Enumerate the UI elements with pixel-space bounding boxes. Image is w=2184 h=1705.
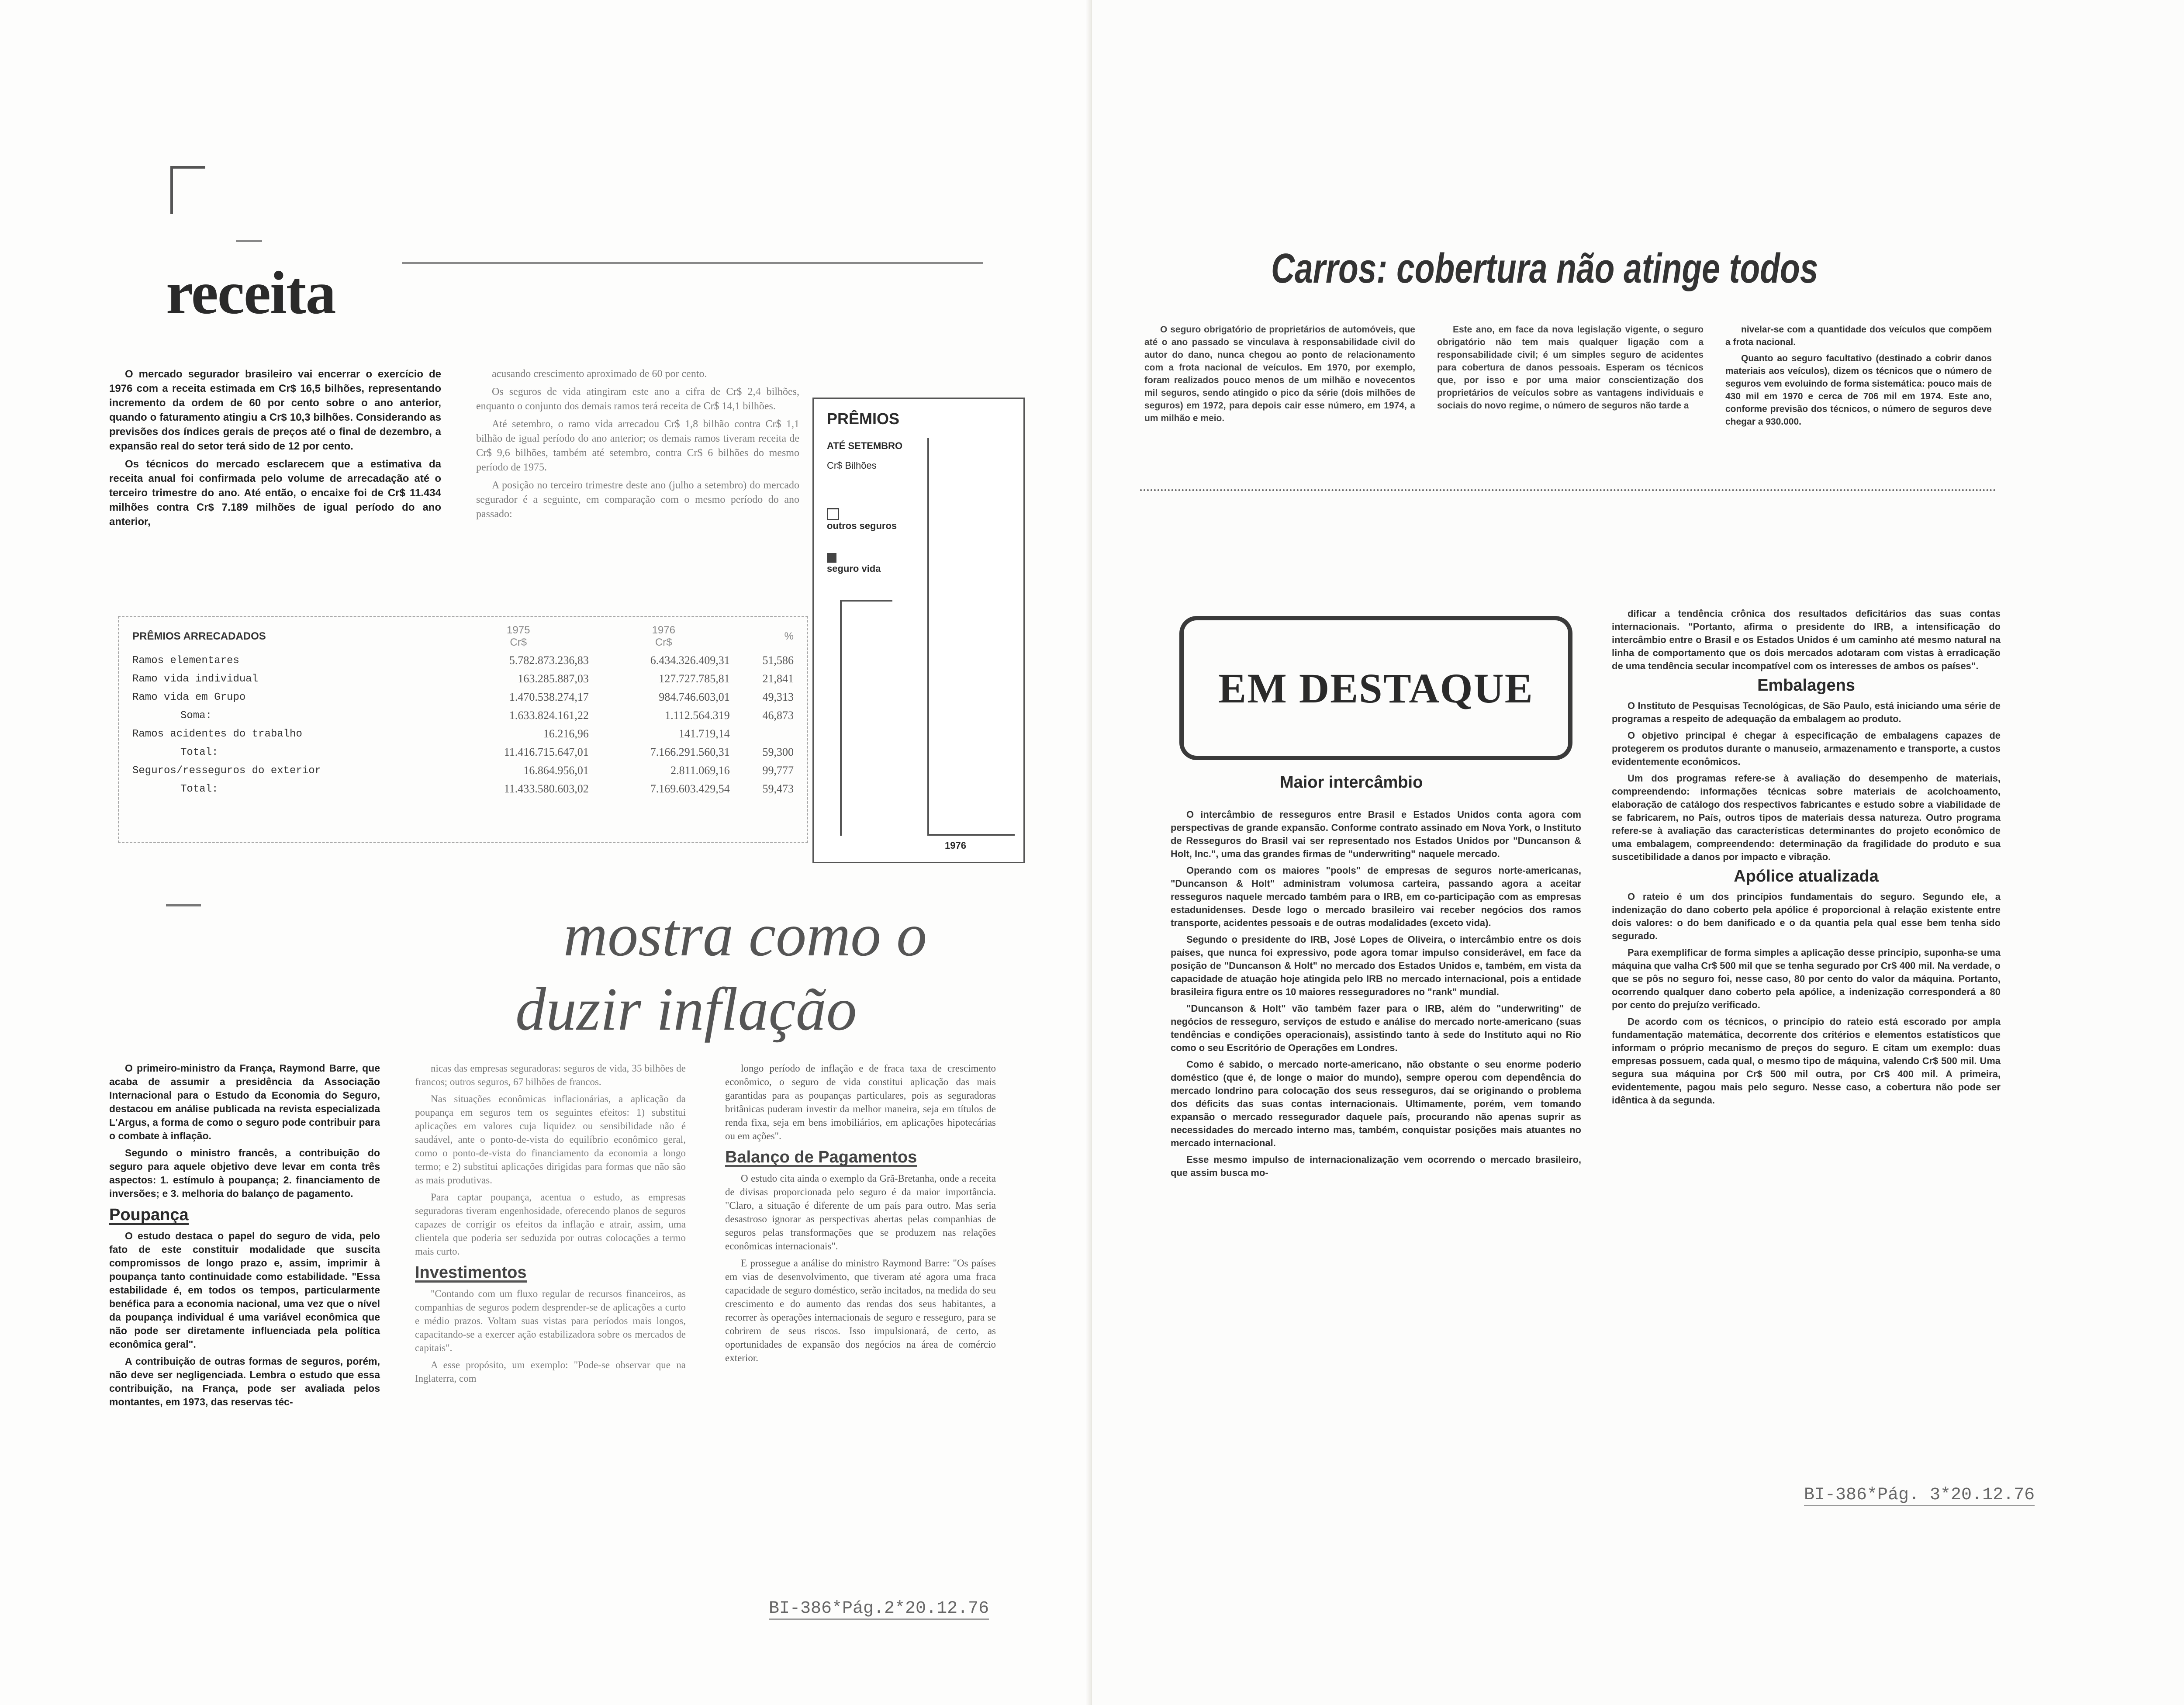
table-row [128, 780, 798, 798]
paragraph: Para captar poupança, acentua o estudo, as empresas seguradoras tiveram engenhosidade, oferecendo planos de seguros capazes de corrigir os efeitos da inflação e atrair, assim, uma clientela que poderia ser seduzida por outras colocações a termo mais curto. [415, 1192, 686, 1257]
cell-1976: 6.434.326.409,31 [650, 654, 730, 667]
paragraph: Operando com os maiores "pools" de empresas de seguros norte-americanas, "Duncanson & Holt" administram volumosa carteira, passando agora a aceitar resseguros naquele mercado também para o IRB, em co-participação com as empresas estadunidenses. Desde logo o mercado brasileiro vai receber negócios dos ramos transporte, acidentes pessoais e de outras modalidades (exceto vida). [1171, 865, 1581, 928]
paragraph: Os seguros de vida atingiram este ano a cifra de Cr$ 2,4 bilhões, enquanto o conjunto dos demais ramos terá receita de Cr$ 14,1 bilhões. [476, 386, 799, 412]
paragraph: Como é sabido, o mercado norte-americano, não obstante o seu enorme poderio doméstico (que é, de longe o maior do mundo), sempre operou com dependência do mercado londrino para colocação dos seus resseguros, daí se originando o problema dos déficits das suas contas internacionais. Ultimamente, porém, vem tomando expansão o mercado ressegurador daquele país, procurando não apenas suprir as necessidades do mercado interno mas, também, conquistar posições mais atuantes no mercado internacional. [1171, 1059, 1581, 1148]
subhead-investimentos: Investimentos [415, 1263, 527, 1282]
cell-1975: 5.782.873.236,83 [509, 654, 589, 667]
article-column-3 [725, 1062, 996, 1368]
paragraph: O estudo cita ainda o exemplo da Grã-Bretanha, onde a receita de divisas proporcionada pelo seguro é da maior importância. "Claro, a situação é diferente de um país para outro. Mas seria desastroso ignorar as perspectivas abertas pelas companhias de seguros pelas transformações que se produzem nas relações econômicas internacionais". [725, 1173, 996, 1252]
section-divider [1140, 489, 1996, 491]
headline-carros: Carros: cobertura não atinge todos [1271, 245, 1818, 292]
row-label: Ramo vida individual [132, 673, 259, 685]
paragraph: O seguro obrigatório de proprietários de automóveis, que até o ano passado se vinculava à responsabilidade civil do autor do dano, nunca chegou ao ponto de relacionamento com a frota nacional de veículos. Em 1970, por exemplo, foram realizados pouco menos de um milhão e novecentos mil seguros, sendo atingido o pico da série (dois milhões de seguros) em 1972, para depois cair esse número, em 1974, a um milhão e meio. [1144, 325, 1415, 423]
headline-receita: receita [166, 259, 335, 327]
table-title: PRÊMIOS ARRECADADOS [132, 630, 266, 642]
cell-1976: 141.719,14 [678, 727, 730, 740]
cell-1976: 7.169.603.429,54 [650, 782, 730, 795]
paragraph: O estudo destaca o papel do seguro de vida, pelo fato de este constituir modalidade que suscita compromissos de longo prazo e, assim, imprimir à poupança tanto continuidade como estabilidade. "Essa estabilidade é, em todos os tempos, particularmente benéfica para a economia nacional, uma vez que o nível da poupança individual é uma variável econômica que não pode ser diretamente influenciada pela política econômica geral". [109, 1230, 380, 1350]
paragraph: Esse mesmo impulso de internacionalização vem ocorrendo o mercado brasileiro, que assim busca mo- [1171, 1154, 1581, 1178]
page-right [1092, 0, 2184, 1705]
paragraph: Segundo o presidente do IRB, José Lopes de Oliveira, o intercâmbio entre os dois países, que nunca foi expressivo, pode agora tomar impulso considerável, em face da posição de "Duncanson & Holt" no mercado dos Estados Unidos e, também, em vista da capacidade de atuação hoje atingida pelo IRB no mercado internacional, pois a entidade brasileira figura entre os 10 maiores resseguradores no "rank" mundial. [1171, 934, 1581, 997]
premios-table-grid [128, 622, 798, 798]
table-row [128, 688, 798, 706]
row-label: Total: [180, 746, 218, 758]
page-footer-left: BI-386*Pág.2*20.12.76 [769, 1599, 989, 1620]
row-label: Ramos acidentes do trabalho [132, 728, 302, 740]
cell-1975: 11.416.715.647,01 [504, 746, 589, 758]
paragraph: O rateio é um dos princípios fundamentais do seguro. Segundo ele, a indenização do dano coberto pela apólice é proporcional à relação existente entre dois valores: o do bem danificado e o da quantia pela qual esse bem tenha sido segurado. [1612, 891, 2001, 941]
col-1976-label: 1976 [652, 624, 675, 636]
table-row [128, 725, 798, 743]
legend-outros [827, 508, 897, 532]
paragraph: E prossegue a análise do ministro Raymond Barre: "Os países em vias de desenvolvimento, que tiveram até agora uma fraca capacidade de seguro doméstico, serão incitados, na medida do seu crescimento e do aumento das rendas dos seus habitantes, a recorrer às operações internacionais de seguro e resseguro, para se cobrirem de seus riscos. Isso impulsionará, de certo, as oportunidades de expansão dos negócios na área de comércio exterior. [725, 1258, 996, 1363]
headline-mostra-line1: mostra como o [563, 901, 927, 969]
cell-1975: 16.864.956,01 [523, 764, 589, 777]
paragraph: O objetivo principal é chegar à especificação de embalagens capazes de protegerem os produtos durante o manuseio, armazenamento e transporte, a custos evidentemente econômicos. [1612, 730, 2001, 767]
cell-pct: 59,473 [762, 782, 794, 795]
legend-vida [827, 552, 881, 574]
premios-chart [812, 398, 1025, 863]
article-column-2 [415, 1062, 686, 1389]
em-destaque-box: EM DESTAQUE [1179, 616, 1572, 760]
paragraph: Até setembro, o ramo vida arrecadou Cr$ 1,8 bilhão contra Cr$ 1,1 bilhão de igual período do ano anterior; os demais ramos tiveram receita de Cr$ 9,6 bilhões, também até setembro, contra Cr$ 6 bilhões do mesmo período de 1975. [476, 418, 799, 473]
col-1975-unit: Cr$ [510, 636, 527, 648]
paragraph: Para exemplificar de forma simples a aplicação desse princípio, suponha-se uma máquina que valha Cr$ 500 mil que se tenha segurado por Cr$ 400 mil. Na verdade, o que se pôs no seguro foi, nesse caso, 80 por cento do valor da máquina. Portanto, ocorrendo qualquer dano coberto pela apólice, a indenização corresponderá a 80 por cento do prejuízo verificado. [1612, 947, 2001, 1010]
cell-1976: 984.746.603,01 [659, 691, 730, 703]
headline-rule [402, 262, 983, 264]
legend-vida-label: seguro vida [827, 563, 881, 574]
paragraph: "Duncanson & Holt" vão também fazer para o IRB, além do "underwriting" de negócios de resseguro, serviços de estudo e análise do mercado norte-americano (suas tendências e condições operacionais), assistindo tanto à sede do Instituto aqui no Rio como o seu Escritório de Operações em Londres. [1171, 1003, 1581, 1053]
row-label: Ramo vida em Grupo [132, 691, 246, 703]
page-footer-right: BI-386*Pág. 3*20.12.76 [1804, 1485, 2035, 1506]
paragraph: O primeiro-ministro da França, Raymond Barre, que acaba de assumir a presidência da Associação Internacional para o Estudo da Economia do Seguro, destacou em análise publicada na revista especializada L'Argus, a forma de como o seguro pode contribuir para o combate à inflação. [109, 1062, 380, 1141]
cell-1975: 163.285.887,03 [518, 672, 589, 685]
paragraph: nicas das empresas seguradoras: seguros de vida, 35 bilhões de francos; outros seguros, 67 bilhões de francos. [415, 1063, 686, 1087]
row-label: Seguros/resseguros do exterior [132, 764, 321, 777]
bar-left-edge [840, 600, 842, 836]
intro-column-2 [476, 367, 799, 525]
paragraph: Um dos programas refere-se à avaliação do desempenho de materiais, compreendendo: informações técnicas sobre materiais de acolchoamento, elaboração de catálogo dos respectivos fabricantes e estudo sobre a viabilidade de se fabricarem, no País, outros tipos de materiais dessa natureza. Outro programa refere-se à avaliação das características determinantes do projeto econômico de uma embalagem, compreendendo: determinação da fragilidade do produto e sua suscetibilidade a danos por impacto e vibração. [1612, 773, 2001, 862]
table-row [128, 743, 798, 761]
paragraph: "Contando com um fluxo regular de recursos financeiros, as companhias de seguros podem desprender-se de aplicações a curto e médio prazos. Voltam suas vistas para períodos mais longos, capacitando-se a exercer ação estabilizadora sobre os mercados de capitais". [415, 1288, 686, 1353]
cell-pct: 49,313 [762, 691, 794, 703]
cell-pct: 51,586 [762, 654, 794, 667]
subhead-apolice: Apólice atualizada [1734, 867, 1879, 885]
col-1976-unit: Cr$ [655, 636, 672, 648]
paragraph: A contribuição de outras formas de seguros, porém, não deve ser negligenciada. Lembra o estudo que essa contribuição, na França, pode ser avaliada pelos montantes, em 1973, das reservas téc- [109, 1356, 380, 1408]
legend-outros-label: outros seguros [827, 520, 897, 532]
article-column-1 [109, 1062, 380, 1412]
paragraph: A esse propósito, um exemplo: "Pode-se observar que na Inglaterra, com [415, 1359, 686, 1384]
cell-1975: 16.216,96 [543, 727, 589, 740]
stray-mark [166, 904, 201, 906]
paragraph: Nas situações econômicas inflacionárias, a aplicação da poupança em seguros tem os seguintes efeitos: 1) substitui aplicações em valores cuja liquidez ou sensibilidade não é saudável, ante o ponto-de-vista do equilíbrio econômico geral, como o ponto-de-vista do financiamento da economia a longo termo; e 2) substitui aplicações dirigidas para formas que não são as mais produtivas. [415, 1093, 686, 1186]
cell-1976: 127.727.785,81 [659, 672, 730, 685]
col-pct: % [784, 630, 794, 642]
cell-pct [734, 725, 798, 743]
axis-year: 1976 [945, 840, 966, 851]
intercambio-column [1171, 808, 1581, 1183]
carros-column-1 [1144, 323, 1415, 428]
bar-top-edge [840, 600, 892, 602]
cell-1976: 1.112.564.319 [665, 709, 730, 722]
intro-column-1 [109, 367, 441, 533]
cell-1976: 7.166.291.560,31 [650, 746, 730, 758]
cell-1975: 1.633.824.161,22 [509, 709, 589, 722]
row-label: Total: [180, 783, 218, 795]
col-1975 [444, 622, 593, 651]
paragraph: nivelar-se com a quantidade dos veículos que compõem a frota nacional. [1725, 325, 1992, 347]
row-label: Soma: [180, 709, 212, 722]
destaque-column-2 [1612, 607, 2001, 1110]
cell-pct: 59,300 [762, 746, 794, 758]
subhead-poupanca: Poupança [109, 1206, 189, 1224]
paragraph: Este ano, em face da nova legislação vigente, o seguro obrigatório não tem mais qualquer ligação com a responsabilidade civil; é um simples seguro de acidentes para cobertura de danos pessoais. Esperam os técnicos que, por isso e por uma maior conscientização dos proprietários de veículos sobre as vantagens individuais e sociais do novo regime, o número de seguros não tarde a [1437, 325, 1704, 411]
chart-unit: Cr$ Bilhões [827, 460, 877, 471]
paragraph: O intercâmbio de resseguros entre Brasil e Estados Unidos conta agora com perspectivas de grande expansão. Conforme contrato assinado em Nova York, o Instituto de Resseguros do Brasil vai ser representado nos Estados Unidos por "Duncanson & Holt, Inc.", uma das grandes firmas de "underwriting" naquele mercado. [1171, 809, 1581, 859]
cell-pct: 46,873 [762, 709, 794, 722]
paragraph: O Instituto de Pesquisas Tecnológicas, de São Paulo, está iniciando uma série de programas a respeito de adequação da embalagem ao produto. [1612, 700, 2001, 724]
paragraph: Os técnicos do mercado esclarecem que a estimativa da receita anual foi confirmada pelo volume de arrecadação até o terceiro trimestre do ano. Até então, o encaixe foi de Cr$ 11.434 milhões contra Cr$ 7.189 milhões de igual período do ano anterior, [109, 458, 441, 528]
table-row [128, 761, 798, 780]
paragraph: Quanto ao seguro facultativo (destinado a cobrir danos materiais aos veículos), dizem os técnicos que o número de seguros vem evoluindo de forma sistemática: pouco mais de 430 mil em 1970 e cerca de 706 mil em 1974. Este ano, conforme previsão dos técnicos, o número de seguros deve chegar a 930.000. [1725, 353, 1992, 427]
carros-column-3 [1725, 323, 1992, 432]
table-row [128, 706, 798, 725]
cell-pct: 21,841 [762, 672, 794, 685]
table-row [128, 651, 798, 670]
subhead-balanco: Balanço de Pagamentos [725, 1148, 917, 1166]
paragraph: longo período de inflação e de fraca taxa de crescimento econômico, o seguro de vida constitui aplicação das mais garantidas para as poupanças particulares, pois as seguradoras britânicas puderam investir da melhor maneira, seja em títulos de renda fixa, seja em bens imobiliários, em aplicações hipotecárias ou em ações". [725, 1063, 996, 1141]
subhead-embalagens: Embalagens [1757, 676, 1855, 695]
stray-mark [170, 166, 205, 169]
carros-column-2 [1437, 323, 1704, 415]
cell-pct: 99,777 [762, 764, 794, 777]
paragraph: Segundo o ministro francês, a contribuição do seguro para aquele objetivo deve levar em conta três aspectos: 1. estímulo à poupança; 2. financiamento de inversões; e 3. melhoria do balanço de pagamento. [109, 1147, 380, 1199]
col-1975-label: 1975 [507, 624, 530, 636]
cell-1975: 1.470.538.274,17 [509, 691, 589, 703]
col-1976 [593, 622, 734, 651]
premios-table [118, 616, 808, 843]
cell-1976: 2.811.069,16 [670, 764, 730, 777]
stray-mark [170, 166, 173, 214]
paragraph: O mercado segurador brasileiro vai encerrar o exercício de 1976 com a receita estimada em Cr$ 16,5 bilhões, representando incremento da ordem de 60 por cento sobre o ano anterior, quando o faturamento atingiu a Cr$ 10,3 bilhões. Considerando as previsões dos índices gerais de preços até o final de dezembro, a expansão real do setor terá sido de 12 por cento. [109, 368, 441, 452]
chart-title: PRÊMIOS [827, 410, 900, 428]
subhead-intercambio: Maior intercâmbio [1280, 773, 1423, 792]
paragraph: acusando crescimento aproximado de 60 por cento. [492, 368, 707, 380]
row-label: Ramos elementares [132, 654, 239, 667]
cell-1975: 11.433.580.603,02 [504, 782, 589, 795]
stray-mark [236, 240, 262, 242]
headline-mostra-line2: duzir inflação [515, 975, 857, 1043]
hatch-swatch-icon [827, 508, 839, 520]
paragraph: De acordo com os técnicos, o princípio do rateio está escorado por ampla fundamentação matemática, decorrente dos critérios e elementos estatísticos que informam o próprio mecanismo de preços do seguro. E citam um exemplo: duas empresas possuem, cada qual, o mesmo tipo de máquina, valendo Cr$ 500 mil. Uma segura sua máquina por Cr$ 500 mil outra, por Cr$ 400 mil. A primeira, evidentemente, pagou mais pelo seguro. Nesse caso, a cobertura não pode ser idêntica à da segunda. [1612, 1016, 2001, 1106]
chart-baseline [927, 834, 1015, 836]
chart-subtitle: ATÉ SETEMBRO [827, 440, 903, 451]
paragraph: A posição no terceiro trimestre deste ano (julho a setembro) do mercado segurador é a seguinte, em comparação com o mesmo período do ano passado: [476, 480, 799, 520]
table-row [128, 670, 798, 688]
bar-76-edge [927, 438, 929, 836]
solid-swatch-icon [827, 553, 836, 563]
table-header-row [128, 622, 798, 651]
paragraph: dificar a tendência crônica dos resultados deficitários das suas contas internacionais. "Portanto, afirma o presidente do IRB, a intensificação do intercâmbio entre o Brasil e os Estados Unidos é um caminho até mesmo natural na linha de comportamento que os dois mercados adotaram com vistas à erradicação de uma tendência secular incompatível com os interesses de ambos os países". [1612, 608, 2001, 671]
